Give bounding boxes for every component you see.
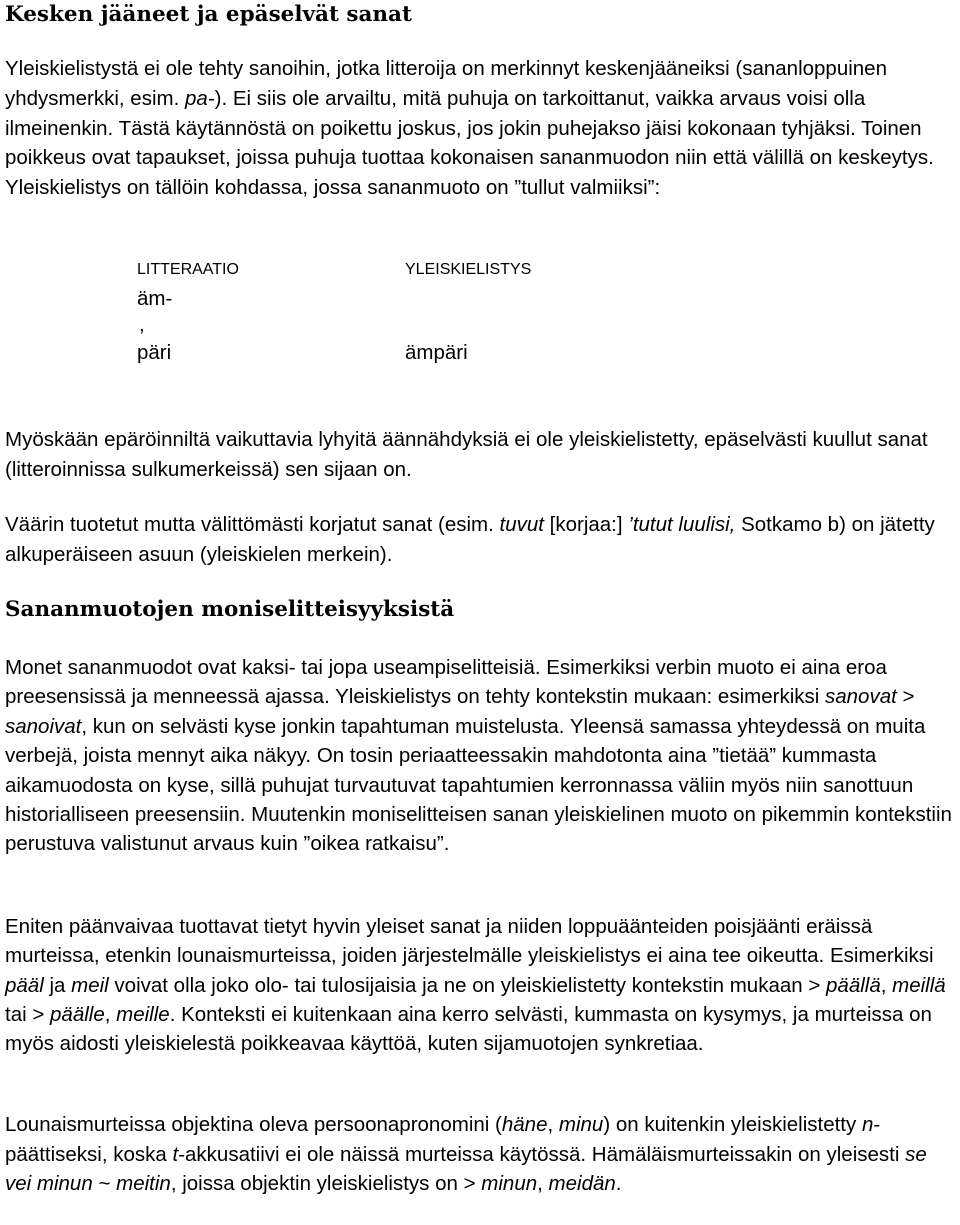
text-run: ja: [43, 973, 72, 997]
text-run: -päättiseksi, koska: [5, 1113, 881, 1166]
text-run: [korjaa:]: [543, 513, 629, 536]
text-run: , joissa objektin yleiskielistys on >: [170, 1172, 482, 1195]
section-heading-incomplete-words: Kesken jääneet ja epäselvät sanat: [5, 2, 412, 27]
text-run: tai >: [5, 1002, 51, 1026]
litteraatio-line-3: päri: [137, 341, 172, 364]
text-run: Yleiskielistystä ei ole tehty sanoihin, jotka litteroija on merkinnyt keskenjääneiksi (sananloppuinen yhdysmerkki, esim.: [5, 57, 887, 110]
text-run: . Konteksti ei kuitenkaan aina kerro selvästi, kummasta on kysymys, ja murteissa on myös aidosti yleiskielestä poikkeavaa käyttöä, kuten sijamuotojen synkretiaa.: [5, 1002, 932, 1056]
paragraph-hesitations: Myöskään epäröinniltä vaikuttavia lyhyitä äännähdyksiä ei ole yleiskielistetty, epäselvästi kuullut sanat (litteroinnissa sulkumerkeissä) sen sijaan on.: [5, 428, 928, 481]
section-heading-ambiguity: Sananmuotojen moniselitteisyyksistä: [5, 597, 455, 622]
italic-example: meidän: [548, 1172, 616, 1195]
text-run: -akkusatiivi ei ole näissä murteissa käytössä. Hämäläismurteissakin on yleisesti: [178, 1142, 906, 1166]
italic-example: n: [861, 1113, 874, 1136]
italic-example: meillä: [892, 973, 946, 997]
text-run: ). Ei siis ole arvailtu, mitä puhuja on tarkoittanut, vaikka arvaus voisi olla ilmeinenkin. Tästä käytännöstä on poikettu joskus, jos jokin puhejakso jäisi kokonaan tyhjäksi. Toinen poikkeus ovat tapaukset, joissa puhuja tuottaa kokonaisen sananmuodon niin että välillä on keskeytys. Yleiskielistys on tällöin kohdassa, jossa sananmuoto on ”tullut valmiiksi”:: [5, 86, 934, 200]
italic-example: päälle: [50, 1002, 105, 1026]
text-run: Monet sananmuodot ovat kaksi- tai jopa useampiselitteisiä. Esimerkiksi verbin muoto ei aina eroa preesensissä ja menneessä ajassa. Yleiskielistys on tehty kontekstin mukaan: esimerkiksi: [5, 656, 887, 709]
text-run: ) on kuitenkin yleiskielistetty: [603, 1113, 862, 1136]
text-run: Eniten päänvaivaa tuottavat tietyt hyvin yleiset sanat ja niiden loppuäänteiden poisjäänti eräissä murteissa, etenkin lounaismurteissa, joiden järjestelmälle yleiskielistys ei aina tee oikeutta. Esimerkiksi: [5, 915, 934, 968]
italic-example: sanovat: [825, 685, 897, 709]
text-run: Väärin tuotetut mutta välittömästi korjatut sanat (esim.: [5, 513, 500, 536]
text-run: ,: [880, 973, 893, 997]
italic-example: meil: [71, 973, 109, 997]
example-table: [5, 255, 955, 385]
text-run: ,: [104, 1002, 117, 1026]
italic-example: meille: [116, 1002, 170, 1026]
paragraph-incomplete-words: [5, 54, 955, 203]
litteraatio-line-2: ,: [139, 313, 145, 336]
litteraatio-line-1: äm-: [137, 287, 173, 310]
yleiskielistys-value: ämpäri: [405, 341, 468, 364]
italic-example: meitin: [116, 1172, 171, 1195]
italic-example: häne: [501, 1113, 548, 1136]
paragraph-pronouns: [5, 1110, 955, 1199]
text-run: ~: [92, 1172, 117, 1195]
text-run: >: [896, 685, 915, 709]
italic-example: pääl: [5, 973, 44, 997]
italic-example: sanoivat: [5, 714, 82, 738]
italic-example: minun: [481, 1172, 538, 1195]
paragraph-common-words: [5, 912, 955, 1058]
italic-example: ’tutut luulisi,: [628, 513, 736, 536]
italic-example: tuvut: [499, 513, 544, 536]
text-run: ,: [537, 1172, 549, 1195]
column-header-litteraatio: LITTERAATIO: [137, 261, 239, 278]
italic-example: pa-: [184, 86, 215, 110]
italic-example: päällä: [826, 973, 881, 997]
text-run: Sotkamo b) on jätetty alkuperäiseen asuun (yleiskielen merkein).: [5, 513, 935, 566]
italic-example: t: [172, 1142, 179, 1166]
text-run: ,: [547, 1113, 559, 1136]
italic-example: minu: [558, 1113, 604, 1136]
text-run: , kun on selvästi kyse jonkin tapahtuman muistelusta. Yleensä samassa yhteydessä on muita verbejä, joista mennyt aika näkyy. On tosin periaatteessakin mahdotonta aina ”tietää” kummasta aikamuodosta on kyse, sillä puhujat turvautuvat tapahtumien kerronnassa väliin myös niin sanottuun historialliseen preesensiin. Muutenkin moniselitteisen sanan yleiskielinen muoto on pikemmin kontekstiin perustuva valistunut arvaus kuin ”oikea ratkaisu”.: [5, 714, 952, 856]
text-run: voivat olla joko olo- tai tulosijaisia ja ne on yleiskielistetty kontekstin mukaan >: [108, 973, 827, 997]
paragraph-corrected-words: [5, 510, 955, 569]
text-run: .: [615, 1172, 622, 1195]
italic-example: se vei minun: [5, 1142, 927, 1195]
text-run: Lounaismurteissa objektina oleva persoonapronomini (: [5, 1113, 502, 1136]
paragraph-ambiguity: [5, 653, 955, 859]
column-header-yleiskielistys: YLEISKIELISTYS: [405, 261, 532, 278]
